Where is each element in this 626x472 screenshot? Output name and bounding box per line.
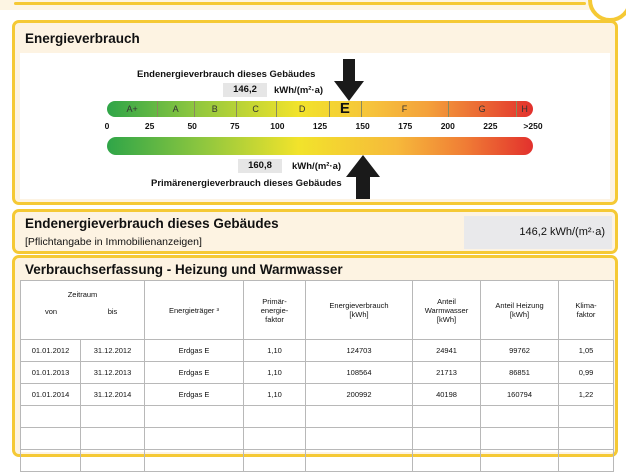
table-cell bbox=[481, 450, 559, 472]
top-strip bbox=[0, 0, 626, 10]
header-energietraeger: Energieträger ³ bbox=[145, 281, 244, 340]
summary-title: Endenergieverbrauch dieses Gebäudes bbox=[25, 216, 279, 231]
end-energy-value: 146,2 bbox=[223, 83, 267, 97]
scale-tick: 150 bbox=[355, 121, 370, 131]
energy-class-separator bbox=[276, 101, 277, 117]
table-cell: Erdgas E bbox=[145, 362, 244, 384]
table-cell: 01.01.2013 bbox=[21, 362, 81, 384]
primary-energy-unit: kWh/(m²·a) bbox=[292, 161, 342, 172]
table-cell bbox=[21, 428, 81, 450]
table-row bbox=[21, 384, 614, 406]
end-energy-arrow-icon bbox=[334, 59, 364, 101]
summary-subtitle: [Pflichtangabe in Immobilienanzeigen] bbox=[25, 236, 202, 248]
scale-tick: 75 bbox=[230, 121, 240, 131]
table-row bbox=[21, 340, 614, 362]
table-cell: 1,10 bbox=[244, 384, 306, 406]
scale-tick: 25 bbox=[144, 121, 155, 131]
table-cell bbox=[21, 406, 81, 428]
table-cell: 01.01.2014 bbox=[21, 384, 81, 406]
table-cell bbox=[145, 406, 244, 428]
section-title: Energieverbrauch bbox=[25, 31, 140, 46]
scale-tick: 125 bbox=[312, 121, 328, 131]
table-cell: 1,05 bbox=[559, 340, 614, 362]
scale-tick: 50 bbox=[187, 121, 197, 131]
header-primaerenergiefaktor: Primär- energie- faktor bbox=[244, 281, 306, 340]
energy-class-separator bbox=[236, 101, 237, 117]
table-cell: 01.01.2012 bbox=[21, 340, 81, 362]
table-cell: 86851 bbox=[481, 362, 559, 384]
table-cell bbox=[21, 450, 81, 472]
table-cell bbox=[306, 428, 413, 450]
table-row bbox=[21, 450, 614, 472]
primary-energy-arrow-icon bbox=[346, 155, 380, 199]
table-cell: Erdgas E bbox=[145, 340, 244, 362]
energy-scale-chart bbox=[20, 53, 610, 199]
table-cell bbox=[559, 428, 614, 450]
table-cell: 1,22 bbox=[559, 384, 614, 406]
table-row bbox=[21, 406, 614, 428]
energy-class-b: B bbox=[211, 104, 218, 114]
end-energy-label: Endenergieverbrauch dieses Gebäudes bbox=[137, 69, 316, 80]
header-anteil-warmwasser: Anteil Warmwasser [kWh] bbox=[413, 281, 481, 340]
table-cell bbox=[145, 450, 244, 472]
energy-class-a: A bbox=[172, 104, 179, 114]
table-cell: 31.12.2012 bbox=[81, 340, 145, 362]
scale-tick: >250 bbox=[523, 121, 543, 131]
header-energieverbrauch: Energieverbrauch [kWh] bbox=[306, 281, 413, 340]
table-cell bbox=[559, 450, 614, 472]
energy-class-aplus: A+ bbox=[126, 104, 138, 114]
table-cell bbox=[481, 428, 559, 450]
energy-class-separator bbox=[157, 101, 158, 117]
table-cell bbox=[81, 450, 145, 472]
scale-tick: 200 bbox=[440, 121, 455, 131]
end-energy-unit: kWh/(m²·a) bbox=[274, 85, 324, 96]
scale-tick: 100 bbox=[270, 121, 285, 131]
scale-tick: 225 bbox=[483, 121, 498, 131]
header-von: von bbox=[44, 307, 58, 316]
energy-class-separator bbox=[448, 101, 449, 117]
energy-consumption-section bbox=[12, 20, 618, 205]
header-klimafaktor: Klima- faktor bbox=[559, 281, 614, 340]
energy-class-c: C bbox=[252, 104, 259, 114]
table-cell bbox=[559, 406, 614, 428]
table-cell: 21713 bbox=[413, 362, 481, 384]
consumption-table bbox=[20, 280, 614, 472]
end-energy-summary bbox=[12, 209, 618, 254]
table-cell bbox=[244, 428, 306, 450]
energy-class-separator bbox=[516, 101, 517, 117]
table-cell: 31.12.2013 bbox=[81, 362, 145, 384]
table-cell: 24941 bbox=[413, 340, 481, 362]
summary-value: 146,2 kWh/(m²·a) bbox=[464, 216, 612, 249]
scale-tick: 175 bbox=[398, 121, 413, 131]
consumption-title: Verbrauchserfassung - Heizung und Warmwasser bbox=[25, 262, 343, 277]
table-cell bbox=[413, 450, 481, 472]
table-cell bbox=[145, 428, 244, 450]
header-bis: bis bbox=[107, 307, 118, 316]
table-cell bbox=[81, 406, 145, 428]
energy-class-e: E bbox=[339, 101, 350, 117]
table-cell bbox=[81, 428, 145, 450]
consumption-record-section bbox=[12, 255, 618, 457]
table-cell bbox=[306, 406, 413, 428]
energy-class-separator bbox=[329, 101, 330, 117]
primary-energy-value: 160,8 bbox=[238, 159, 282, 173]
consumption-table-wrapper bbox=[20, 280, 613, 452]
scale-tick: 0 bbox=[104, 121, 110, 131]
table-cell: 108564 bbox=[306, 362, 413, 384]
table-cell bbox=[306, 450, 413, 472]
header-anteil-heizung: Anteil Heizung [kWh] bbox=[481, 281, 559, 340]
energy-class-d: D bbox=[298, 104, 306, 114]
table-cell bbox=[244, 450, 306, 472]
table-cell: 160794 bbox=[481, 384, 559, 406]
table-cell: 1,10 bbox=[244, 340, 306, 362]
energy-class-g: G bbox=[478, 104, 486, 114]
energy-class-separator bbox=[194, 101, 195, 117]
table-cell bbox=[244, 406, 306, 428]
table-cell: Erdgas E bbox=[145, 384, 244, 406]
energy-class-separator bbox=[361, 101, 362, 117]
energy-class-h: H bbox=[521, 104, 528, 114]
header-zeitraum-label: Zeitraum bbox=[67, 290, 98, 299]
energy-class-f: F bbox=[401, 104, 408, 114]
energy-class-bar bbox=[107, 101, 533, 117]
table-cell: 99762 bbox=[481, 340, 559, 362]
header-zeitraum bbox=[21, 281, 145, 340]
table-row bbox=[21, 428, 614, 450]
corner-circle-decoration bbox=[588, 0, 626, 22]
table-cell: 1,10 bbox=[244, 362, 306, 384]
table-cell: 0,99 bbox=[559, 362, 614, 384]
primary-energy-bar bbox=[107, 137, 533, 155]
table-cell bbox=[413, 406, 481, 428]
table-cell: 124703 bbox=[306, 340, 413, 362]
scale-ticks bbox=[20, 121, 610, 133]
table-header-row bbox=[21, 281, 614, 340]
primary-energy-label: Primärenergieverbrauch dieses Gebäudes bbox=[151, 178, 342, 189]
table-body bbox=[21, 340, 614, 472]
table-cell bbox=[481, 406, 559, 428]
table-cell bbox=[413, 428, 481, 450]
table-cell: 31.12.2014 bbox=[81, 384, 145, 406]
table-cell: 200992 bbox=[306, 384, 413, 406]
table-cell: 40198 bbox=[413, 384, 481, 406]
table-row bbox=[21, 362, 614, 384]
